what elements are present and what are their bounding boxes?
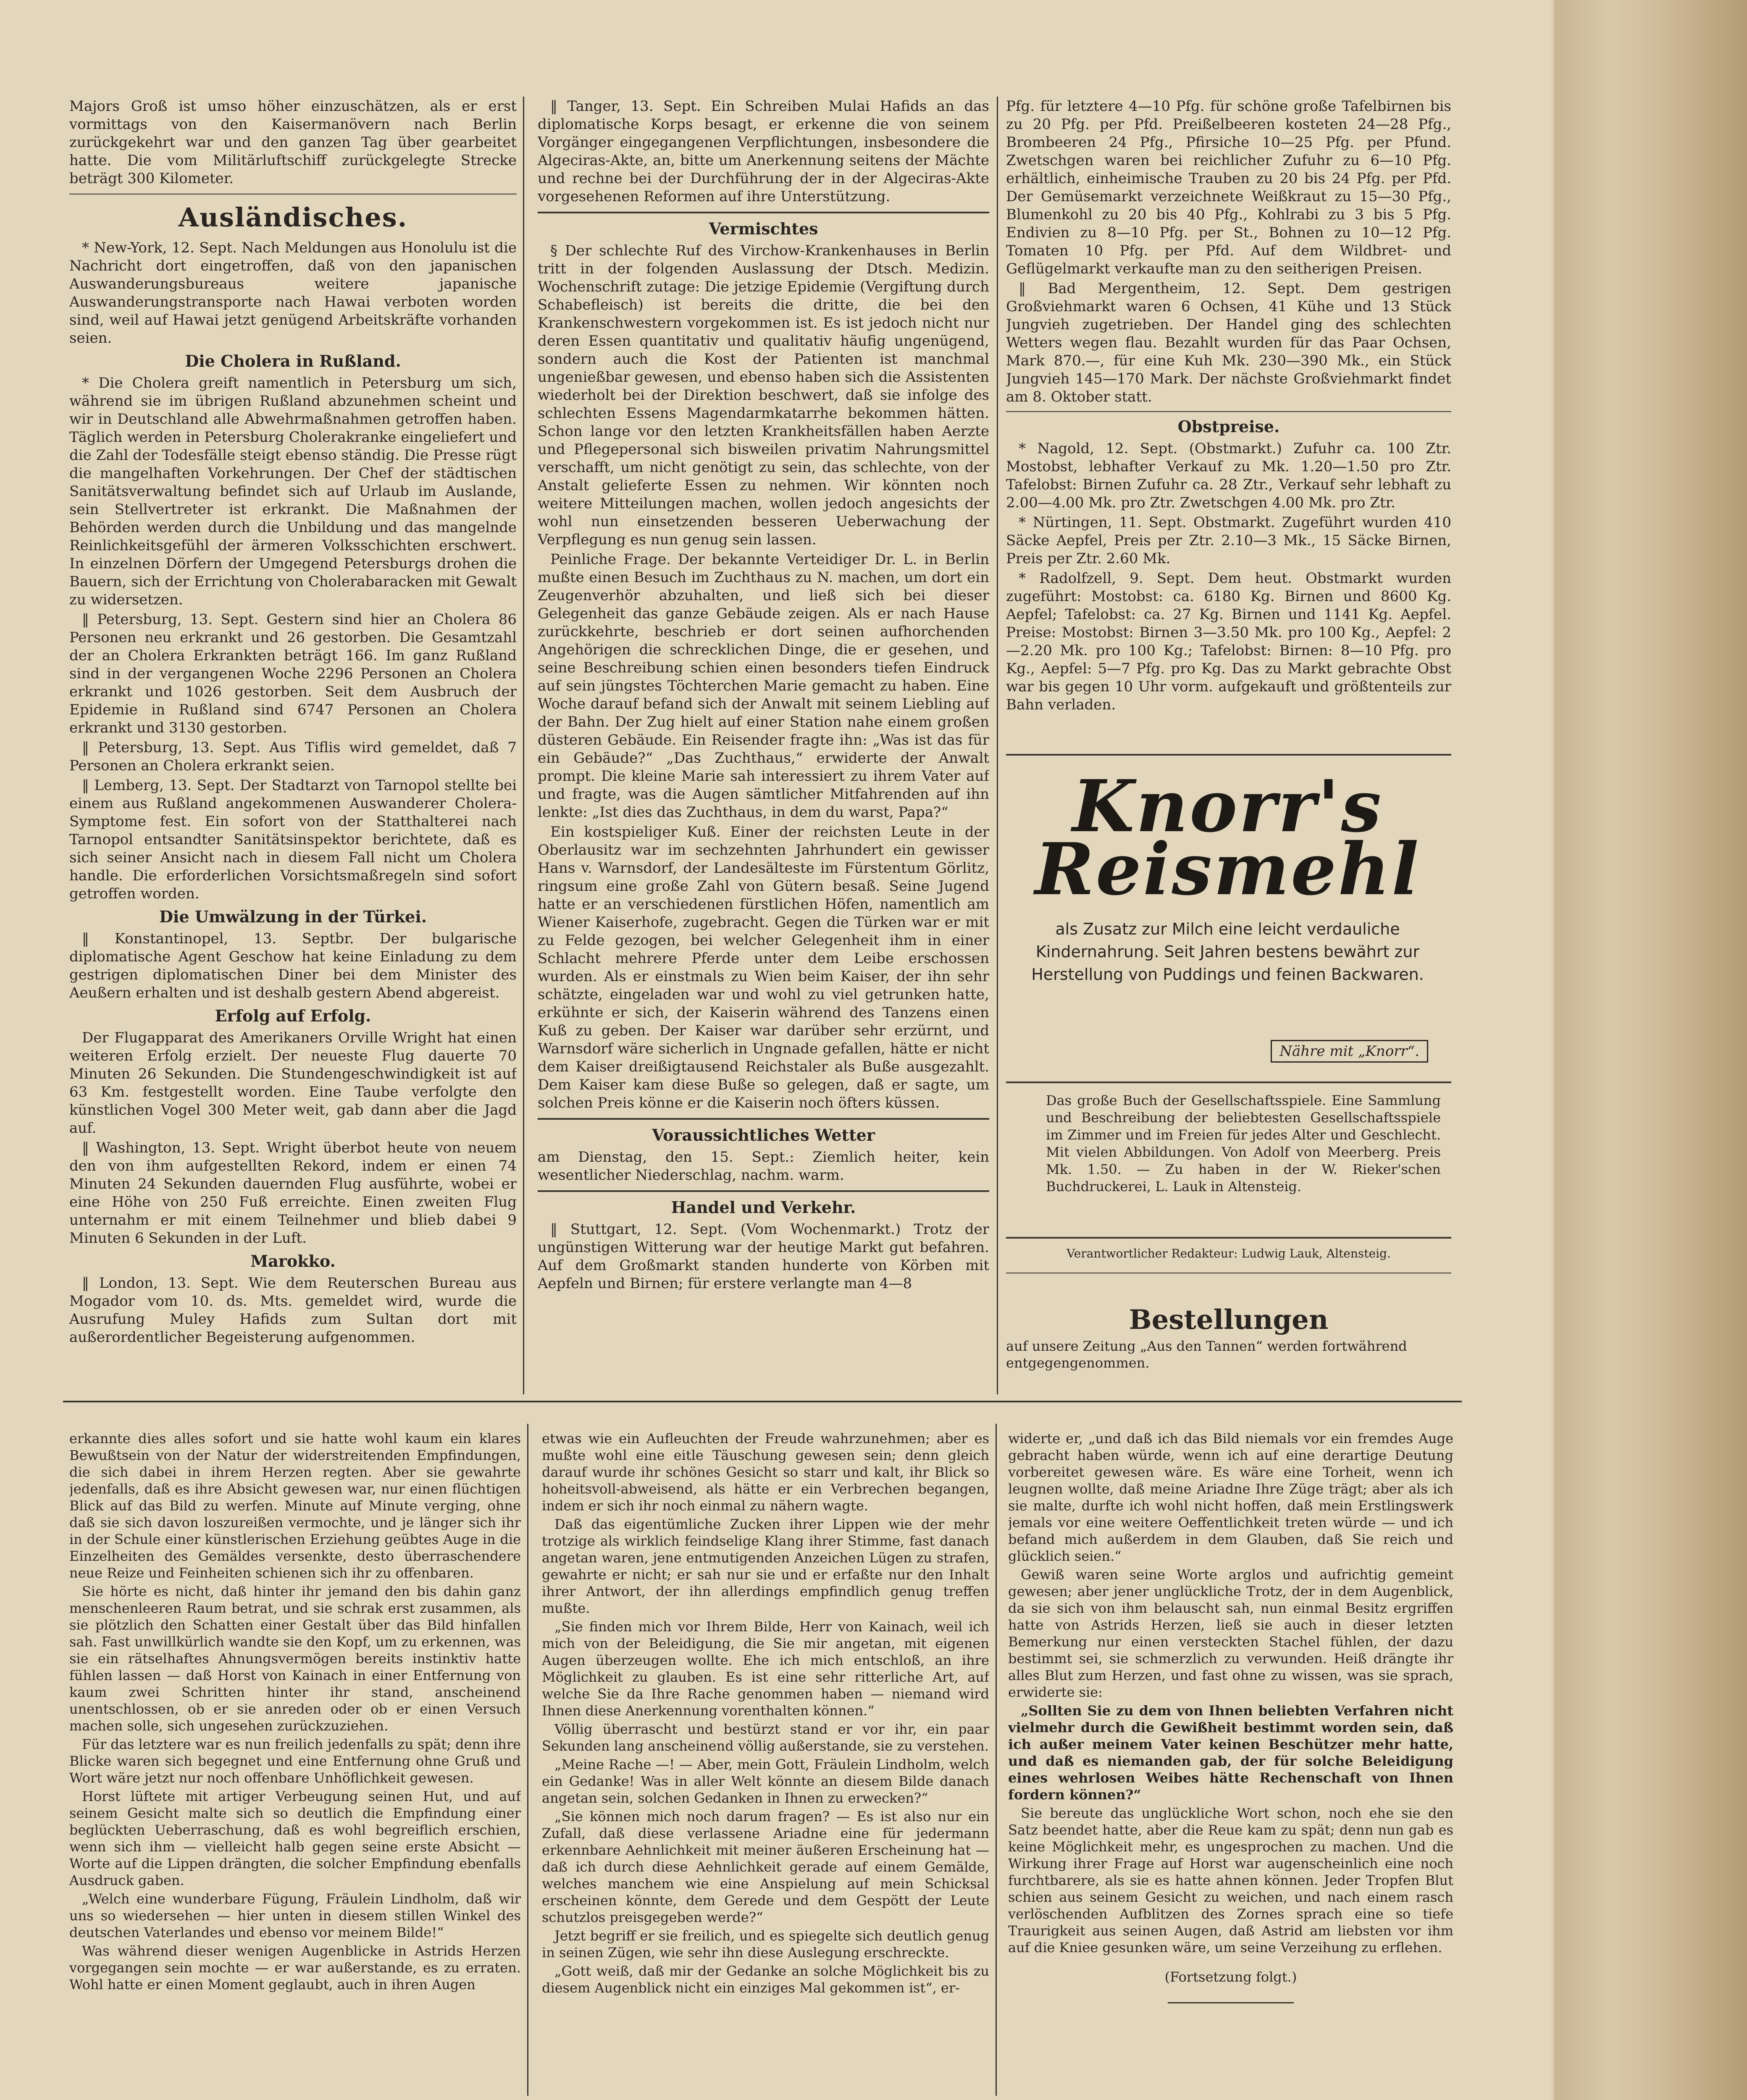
heading-trade: Handel und Verkehr. <box>671 1198 856 1217</box>
story-paragraph: „Sie können mich noch darum fragen? — Es ist also nur ein Zufall, daß diese verlassene Ariadne eine für jedermann erkennbare Aehnlichkeit mit meiner äußeren Erscheinung hat — daß ich durch diese Aehnlichkeit gerade auf einem Gemälde, welches manchem wie eine Anspielung auf mein Schicksal erscheinen könnte, dem Gerede und dem Gespött der Leute schutzlos preisgegeben werde?“ <box>542 1809 989 1925</box>
divider <box>1006 411 1451 412</box>
column-rule <box>523 97 524 1394</box>
knorr-advertisement <box>1006 758 1449 1077</box>
story-paragraph: „Meine Rache —! — Aber, mein Gott, Fräulein Lindholm, welch ein Gedanke! Was in aller Welt könnte an diesem Bilde danach angetan sein, solchen Gedanken in Ihnen zu erwecken?“ <box>542 1756 989 1806</box>
story-paragraph: Daß das eigentümliche Zucken ihrer Lippen wie der mehr trotzige als wirklich feindselige Klang ihrer Stimme, fast danach angetan waren, jene entmutigenden Anzeichen Lügen zu strafen, gewahrte er nicht; er sah nur sie und er erfaßte nur den Inhalt ihrer Antwort, der ihn allerdings empfindlich genug treffen mußte. <box>542 1516 989 1616</box>
article-cholera-3: ‖ Petersburg, 13. Sept. Aus Tiflis wird gemeldet, daß 7 Personen an Cholera erkrankt seien. <box>69 739 517 774</box>
end-rule <box>1168 2002 1294 2003</box>
article-morocco: ‖ London, 13. Sept. Wie dem Reuterschen Bureau aus Mogador vom 10. ds. Mts. gemeldet wird, wurde die Ausrufung Muley Hafids zum Sultan dort mit außerordentlicher Begeisterung aufgenommen. <box>69 1275 517 1346</box>
continued-notice: (Fortsetzung folgt.) <box>1164 1969 1297 1985</box>
story-paragraph: „Welch eine wunderbare Fügung, Fräulein Lindholm, daß wir uns so wiedersehen — hier unten in diesem stillen Winkel des deutschen Vaterlandes und ebenso vor meinem Bilde!“ <box>69 1891 521 1940</box>
column-rule <box>996 1424 997 2096</box>
article-tanger: ‖ Tanger, 13. Sept. Ein Schreiben Mulai Hafids an das diplomatische Korps besagt, er erkenne die von seinem Vorgänger eingegangenen Verpflichtungen, insbesondere die Algeciras-Akte, an, bitte um Anerkennung seitens der Mächte und rechne bei der Durchführung der in der Algeciras-Akte vorgesehenen Reformen auf ihre Unterstützung. <box>538 98 989 205</box>
ad-slogan: Nähre mit „Knorr“. <box>1271 1040 1428 1063</box>
story-paragraph: erkannte dies alles sofort und sie hatte wohl kaum ein klares Bewußtsein von der Natur der widerstreitenden Empfindungen, die sich dabei in ihrem Herzen regten. Aber sie gewahrte jedenfalls, daß es ihre Absicht gewesen war, nur einen flüchtigen Blick auf das Bild zu werfen. Minute auf Minute verging, ohne daß sie sich davon loszureißen vermochte, und je länger sich ihr in der Schule einer künstlerischen Erziehung geübtes Auge in die Einzelheiten des Gemäldes versenkte, desto überraschendere neue Reize und Feinheiten schienen sich ihr zu offenbaren. <box>69 1431 521 1581</box>
divider <box>538 212 989 213</box>
article-cholera-2: ‖ Petersburg, 13. Sept. Gestern sind hier an Cholera 86 Personen neu erkrankt und 26 gestorben. Die Gesamtzahl der an Cholera Erkrankten beträgt 166. Im ganz Rußland sind in der vergangenen Woche 2296 Personen an Cholera erkrankt und 1026 gestorben. Seit dem Ausbruch der Epidemie in Rußland sind 6747 Personen an Cholera erkrankt und 3130 gestorben. <box>69 611 517 736</box>
book-spine <box>1554 0 1747 2100</box>
story-column-3 <box>1008 1430 1453 2100</box>
story-paragraph: „Gott weiß, daß mir der Gedanke an solche Möglichkeit bis zu diesem Augenblick nicht ein einziges Mal gekommen ist“, er- <box>542 1963 989 1996</box>
article-costly-kiss: Ein kostspieliger Kuß. Einer der reichsten Leute in der Oberlausitz war im sechzehnten Jahrhundert ein gewisser Hans v. Warnsdorf, der Landesälteste im Fürstentum Görlitz, ringsum eine große Zahl von Gütern besaß. Seine Jugend hatte er an verschiedenen fürstlichen Höfen, namentlich am Wiener Kaiserhofe, zugebracht. Gegen die Türken war er mit zu Felde gezogen, bei welcher Gelegenheit ihm in einer Schlacht mehrere Pferde unter dem Leibe erschossen wurden. Als er einstmals zu Wien beim Kaiser, der ihn sehr schätzte, eingeladen war und wohl zu viel getrunken hatte, erkühnte er sich, der Kaiserin während des Tanzens einen Kuß zu geben. Der Kaiser war darüber sehr erzürnt, und Warnsdorf wäre sicherlich in Ungnade gefallen, hätte er nicht dem Kaiser dreißigtausend Reichstaler als Buße ausgezahlt. Dem Kaiser kam diese Buße so gelegen, daß er sagte, um solchen Preis könne er die Kaiserin noch öfters küssen. <box>538 824 989 1111</box>
section-title-foreign: Ausländisches. <box>178 202 408 233</box>
heading-cholera: Die Cholera in Rußland. <box>185 352 401 370</box>
article-mergentheim: ‖ Bad Mergentheim, 12. Sept. Dem gestrigen Großviehmarkt waren 6 Ochsen, 41 Kühe und 13 Stück Jungvieh zugetrieben. Der Handel ging des schlechten Wetters wegen flau. Bezahlt wurden für das Paar Ochsen, Mark 870.—, für eine Kuh Mk. 230—390 Mk., ein Stück Jungvieh 145—170 Mark. Der nächste Großviehmarkt findet am 8. Oktober statt. <box>1006 280 1451 405</box>
story-paragraph: Horst lüftete mit artiger Verbeugung seinen Hut, und auf seinem Gesicht malte sich so deutlich die Empfindung einer beglückten Ueberraschung, daß es wohl begreiflich erschien, wenn sich ihm — vielleicht halb gegen seine erste Absicht — Worte auf die Lippen drängten, die solcher Empfindung ebenfalls Ausdruck gaben. <box>69 1788 521 1888</box>
column-rule <box>997 97 998 1394</box>
story-paragraph: Sie hörte es nicht, daß hinter ihr jemand den bis dahin ganz menschenleeren Raum betrat, und sie schrak erst zusammen, als sie plötzlich den Schatten einer Gestalt über das Bild hinfallen sah. Fast unwillkürlich wandte sie den Kopf, um zu erkennen, was sie ein rätselhaftes Ahnungsvermögen bereits instinktiv hatte fühlen lassen — daß Horst von Kainach in einer Entfernung von kaum zwei Schritten hinter ihr stand, anscheinend unentschlossen, ob er sie anreden oder ob er einen Versuch machen solle, sich ungesehen zurückzuziehen. <box>69 1583 521 1734</box>
story-paragraph: Sie bereute das unglückliche Wort schon, noch ehe sie den Satz beendet hatte, aber die Reue kam zu spät; denn nun gab es keine Möglichkeit mehr, es ungesprochen zu machen. Und die Wirkung ihrer Frage auf Horst war augenscheinlich eine noch furchtbarere, als sie es hatte ahnen können. Jeder Tropfen Blut schien aus seinem Gesicht zu weichen, und nach einem rasch verlöschenden Aufblitzen des Zornes sprach eine so tiefe Traurigkeit aus seinen Augen, daß Astrid am liebsten vor ihm auf die Kniee gesunken wäre, um seine Verzeihung zu erflehen. <box>1008 1805 1453 1956</box>
heading-success: Erfolg auf Erfolg. <box>215 1006 371 1025</box>
news-column-2 <box>538 97 989 1395</box>
news-column-3 <box>1006 97 1451 753</box>
article-intro: Majors Groß ist umso höher einzuschätzen, als er erst vormittags von den Kaisermanövern nach Berlin zurückgekehrt war und den ganzen Tag über gearbeitet hatte. Die vom Militärluftschiff zurückgelegte Strecke beträgt 300 Kilometer. <box>69 98 517 187</box>
orders-text: auf unsere Zeitung „Aus den Tannen“ werden fortwährend entgegengenommen. <box>1006 1338 1407 1371</box>
heading-misc: Vermischtes <box>709 219 818 238</box>
article-nagold: * Nagold, 12. Sept. (Obstmarkt.) Zufuhr ca. 100 Ztr. Mostobst, lebhafter Verkauf zu Mk. 1.20—1.50 pro Ztr. Tafelobst: Birnen Zufuhr ca. 28 Ztr., Verkauf sehr lebhaft zu 2.00—4.00 Mk. pro Ztr. Zwetschgen 4.00 Mk. pro Ztr. <box>1006 440 1451 511</box>
book-advertisement: Das große Buch der Gesellschaftsspiele. Eine Sammlung und Beschreibung der beliebtesten Gesellschaftsspiele im Zimmer und im Freien für jedes Alter und Geschlecht. Mit vielen Abbildungen. Von Adolf von Meerberg. Preis Mk. 1.50. — Zu haben in der W. Rieker'schen Buchdruckerei, L. Lauk in Altensteig. <box>1046 1092 1441 1194</box>
heading-weather: Voraussichtliches Wetter <box>652 1126 875 1144</box>
article-nuertingen: * Nürtingen, 11. Sept. Obstmarkt. Zugeführt wurden 410 Säcke Aepfel, Preis per Ztr. 2.10—3 Mk., 15 Säcke Birnen, Preis per Ztr. 2.60 Mk. <box>1006 514 1451 567</box>
story-column-2 <box>542 1430 989 2100</box>
story-paragraph: „Sollten Sie zu dem von Ihnen beliebten Verfahren nicht vielmehr durch die Gewißheit bestimmt worden sein, daß ich außer meinem Vater keinen Beschützer mehr hatte, und daß es niemanden gab, der für solche Beleidigung eines wehrlosen Weibes hätte Rechenschaft von Ihnen fordern können?“ <box>1008 1703 1453 1803</box>
story-paragraph: „Sie finden mich vor Ihrem Bilde, Herr von Kainach, weil ich mich von der Beleidigung, die Sie mir angetan, mit eigenen Augen überzeugen wollte. Ehe ich mich entschloß, an ihre Möglichkeit zu glauben. Es ist eine sehr ritterliche Art, auf welche Sie da Ihre Rache genommen haben — niemand wird Ihnen diese Anerkennung vorenthalten können.“ <box>542 1619 989 1719</box>
article-success-2: ‖ Washington, 13. Sept. Wright überbot heute von neuem den von ihm aufgestellten Rekord, indem er einen 74 Minuten 24 Sekunden dauernden Flug ausführte, wobei er eine Höhe von 250 Fuß erreichte. Einen zweiten Flug unternahm er mit einem Teilnehmer und blieb dabei 9 Minuten 6 Sekunden in der Luft. <box>69 1139 517 1247</box>
ad-description: als Zusatz zur Milch eine leicht verdauliche Kindernahrung. Seit Jahren bestens bewährt zur Herstellung von Puddings und feinen Backwaren. <box>1031 920 1424 984</box>
story-paragraph: Für das letztere war es nun freilich jedenfalls zu spät; denn ihre Blicke waren sich begegnet und eine Entfernung ohne Gruß und Wort wäre jetzt nur noch offenbare Unhöflichkeit gewesen. <box>69 1736 521 1786</box>
story-paragraph: Völlig überrascht und bestürzt stand er vor ihr, ein paar Sekunden lang anscheinend völlig außerstande, sie zu verstehen. <box>542 1721 989 1754</box>
story-paragraph: Jetzt begriff er sie freilich, und es spiegelte sich deutlich genug in seinen Zügen, wie sehr ihn diese Auslegung erschreckte. <box>542 1928 989 1961</box>
article-success-1: Der Flugapparat des Amerikaners Orville Wright hat einen weiteren Erfolg erzielt. Der neueste Flug dauerte 70 Minuten 26 Sekunden. Die Stundengeschwindigkeit ist auf 63 Km. festgestellt worden. Eine Taube verfolgte den künstlichen Vogel 300 Meter weit, gab dann aber die Jagd auf. <box>69 1029 517 1137</box>
orders-title: Bestellungen <box>1129 1304 1329 1336</box>
story-paragraph: widerte er, „und daß ich das Bild niemals vor ein fremdes Auge gebracht haben würde, wenn ich auf eine derartige Deutung vorbereitet gewesen wäre. Es wäre eine Torheit, wenn ich leugnen wollte, daß meine Ariadne Ihre Züge trägt; aber als ich sie malte, durfte ich wohl nicht hoffen, daß mein Erstlingswerk jemals vor eine weitere Oeffentlichkeit treten würde — und ich befand mich außerdem in dem Glauben, daß Sie reich und glücklich seien.“ <box>1008 1431 1453 1564</box>
article-cholera-4: ‖ Lemberg, 13. Sept. Der Stadtarzt von Tarnopol stellte bei einem aus Rußland angekommenen Auswanderer Cholera-Symptome fest. Ein sofort von der Statthalterei nach Tarnopol entsandter Sanitätsinspektor berichtete, daß es sich seiner Ansicht nach in diesem Fall nicht um Cholera handle. Die erforderlichen Vorsichtsmaßregeln sind sofort getroffen worden. <box>69 777 517 902</box>
section-divider <box>63 1401 1462 1402</box>
heading-morocco: Marokko. <box>250 1252 336 1270</box>
ad-border-bottom <box>1006 1082 1451 1083</box>
column-rule <box>527 1424 528 2096</box>
story-column-1 <box>69 1430 521 2100</box>
heading-turkey: Die Umwälzung in der Türkei. <box>159 907 427 926</box>
divider <box>538 1118 989 1120</box>
article-stuttgart-market: ‖ Stuttgart, 12. Sept. (Vom Wochenmarkt.) Trotz der ungünstigen Witterung war der heutige Markt gut befahren. Auf dem Großmarkt standen hunderte von Körben mit Aepfeln und Birnen; für erstere verlangte man 4—8 <box>538 1221 989 1292</box>
story-paragraph: Gewiß waren seine Worte arglos und aufrichtig gemeint gewesen; aber jener unglückliche Trotz, der in dem Augenblick, da sie sich von ihm belauscht sah, nun einmal Besitz ergriffen hatte von Astrids Herzen, ließ sie auch in dieser letzten Bemerkung nur einen versteckten Stachel fühlen, der dazu bestimmt sei, sie schmerzlich zu verwunden. Heiß drängte ihr alles Blut zum Herzen, und fast ohne zu wissen, was sie sprach, erwiderte sie: <box>1008 1567 1453 1700</box>
divider <box>538 1190 989 1192</box>
news-column-1 <box>69 97 517 1395</box>
article-cholera-1: * Die Cholera greift namentlich in Petersburg um sich, während sie im übrigen Rußland abzunehmen scheint und wir in Deutschland alle Abwehrmaßnahmen getroffen haben. Täglich werden in Petersburg Cholerakranke eingeliefert und die Zahl der Todesfälle steigt ebenso ständig. Die Presse rügt die mangelhaften Vorkehrungen. Der Chef der städtischen Sanitätsverwaltung befindet sich auf Urlaub im Auslande, sein Stellvertreter ist erkrankt. Die Maßnahmen der Behörden werden durch die Unbildung und das mangelnde Reinlichkeitsgefühl der ärmeren Volksschichten erschwert. In einzelnen Dörfern der Umgegend Petersburgs drohen die Bauern, sich der Errichtung von Cholerabaracken mit Gewalt zu widersetzen. <box>69 375 517 608</box>
weather-forecast: am Dienstag, den 15. Sept.: Ziemlich heiter, kein wesentlicher Niederschlag, nachm. warm. <box>538 1149 989 1184</box>
article-newyork: * New-York, 12. Sept. Nach Meldungen aus Honolulu ist die Nachricht dort eingetroffen, daß von den japanischen Auswanderungsbureaus weitere japanische Auswanderungstransporte nach Hawai verboten worden sind, weil auf Hawai jetzt genügend Arbeitskräfte vorhanden seien. <box>69 239 517 346</box>
article-market-cont: Pfg. für letztere 4—10 Pfg. für schöne große Tafelbirnen bis zu 20 Pfg. per Pfd. Preißelbeeren kosteten 24—28 Pfg., Brombeeren 24 Pfg., Pfirsiche 10—25 Pfg. per Pfund. Zwetschgen waren bei reichlicher Zufuhr zu 6—10 Pfg. erhältlich, einheimische Trauben zu 20 bis 24 Pfg. per Pfd. Der Gemüsemarkt verzeichnete Weißkraut zu 15—30 Pfg., Blumenkohl zu 20 bis 40 Pfg., Kohlrabi zu 3 bis 5 Pfg. Endivien zu 8—10 Pfg. per St., Bohnen zu 10—12 Pfg. Tomaten 10 Pfg. per Pfd. Auf dem Wildbret- und Geflügelmarkt verkaufte man zu den seitherigen Preisen. <box>1006 98 1451 277</box>
story-paragraph: etwas wie ein Aufleuchten der Freude wahrzunehmen; aber es mußte wohl eine eitle Täuschung gewesen sein; denn gleich darauf wurde ihr schönes Gesicht so starr und kalt, ihr Blick so hoheitsvoll-abweisend, als hätte er ein Verbrechen begangen, indem er sich ihr noch einmal zu nähern wagte. <box>542 1431 989 1514</box>
divider <box>1006 1237 1451 1239</box>
ad-product: Reismehl <box>1035 827 1421 911</box>
article-turkey: ‖ Konstantinopel, 13. Septbr. Der bulgarische diplomatische Agent Geschow hat keine Einladung zu dem gestrigen diplomatischen Diner bei dem Minister des Aeußern erhalten und ist deshalb gestern Abend abgereist. <box>69 930 517 1001</box>
heading-fruit-prices: Obstpreise. <box>1177 417 1280 436</box>
ad-border-top <box>1006 754 1451 756</box>
article-virchow: § Der schlechte Ruf des Virchow-Krankenhauses in Berlin tritt in der folgenden Auslassung der Dtsch. Medizin. Wochenschrift zutage: Die jetzige Epidemie (Vergiftung durch Schabefleisch) ist bereits die dritte, die bei den Krankenschwestern vorgekommen ist. Es ist jedoch nicht nur deren Essen quantitativ und qualitativ häufig ungenügend, sondern auch die Kost der Patienten ist manchmal ungenießbar gewesen, und ebenso haben sich die Assistenten wiederholt bei der Direktion beschwert, daß sie infolge des schlechten Essens Magendarmkatarrhe bekommen hätten. Schon lange vor den letzten Krankheitsfällen haben Aerzte und Pflegepersonal sich bisweilen privatim Nahrungsmittel verschafft, um nicht genötigt zu sein, das schlechte, von der Anstalt gelieferte Essen zu nehmen. Wir könnten noch weitere Mitteilungen machen, wollen jedoch angesichts der wohl nun einsetzenden besseren Ueberwachung der Verpflegung es nun genug sein lassen. <box>538 242 989 548</box>
article-radolfzell: * Radolfzell, 9. Sept. Dem heut. Obstmarkt wurden zugeführt: Mostobst: ca. 6180 Kg. Birnen und 8600 Kg. Aepfel; Tafelobst: ca. 27 Kg. Birnen und 1141 Kg. Aepfel. Preise: Mostobst: Birnen 3—3.50 Mk. pro 100 Kg., Aepfel: 2—2.20 Mk. pro 100 Kg.; Tafelobst: Birnen: 8—10 Pfg. pro Kg., Aepfel: 5—7 Pfg. pro Kg. Das zu Markt gebrachte Obst war bis gegen 10 Uhr vorm. aufgekauft und größtenteils zur Bahn verladen. <box>1006 570 1451 713</box>
editor-credit: Verantwortlicher Redakteur: Ludwig Lauk, Altensteig. <box>1067 1247 1391 1260</box>
article-painful-question: Peinliche Frage. Der bekannte Verteidiger Dr. L. in Berlin mußte einen Besuch im Zuchthaus zu N. machen, um dort ein Zeugenverhör abzuhalten, und ließ sich bei dieser Gelegenheit das ganze Gebäude zeigen. Als er nach Hause zurückkehrte, beschrieb er dort seinen aufhorchenden Angehörigen die schrecklichen Dinge, die er gesehen, und seine Beschreibung schien einen besonders tiefen Eindruck auf sein jüngstes Töchterchen Marie gemacht zu haben. Eine Woche darauf befand sich der Anwalt mit seinem Liebling auf der Bahn. Der Zug hielt auf einer Station nahe einem großen düsteren Gebäude. Ein Reisender fragte ihn: „Was ist das für ein Gebäude?“ „Das Zuchthaus,“ erwiderte der Anwalt prompt. Die kleine Marie sah interessiert zu ihrem Vater auf und fragte, was die Augen sämtlicher Mitfahrenden auf ihn lenkte: „Ist dies das Zuchthaus, in dem du warst, Papa?“ <box>538 551 989 821</box>
ad-brand: Knorr's <box>1072 764 1383 848</box>
story-paragraph: Was während dieser wenigen Augenblicke in Astrids Herzen vorgegangen sein mochte — er war außerstande, es zu erraten. Wohl hatte er einen Moment geglaubt, auch in ihren Augen <box>69 1943 521 1992</box>
